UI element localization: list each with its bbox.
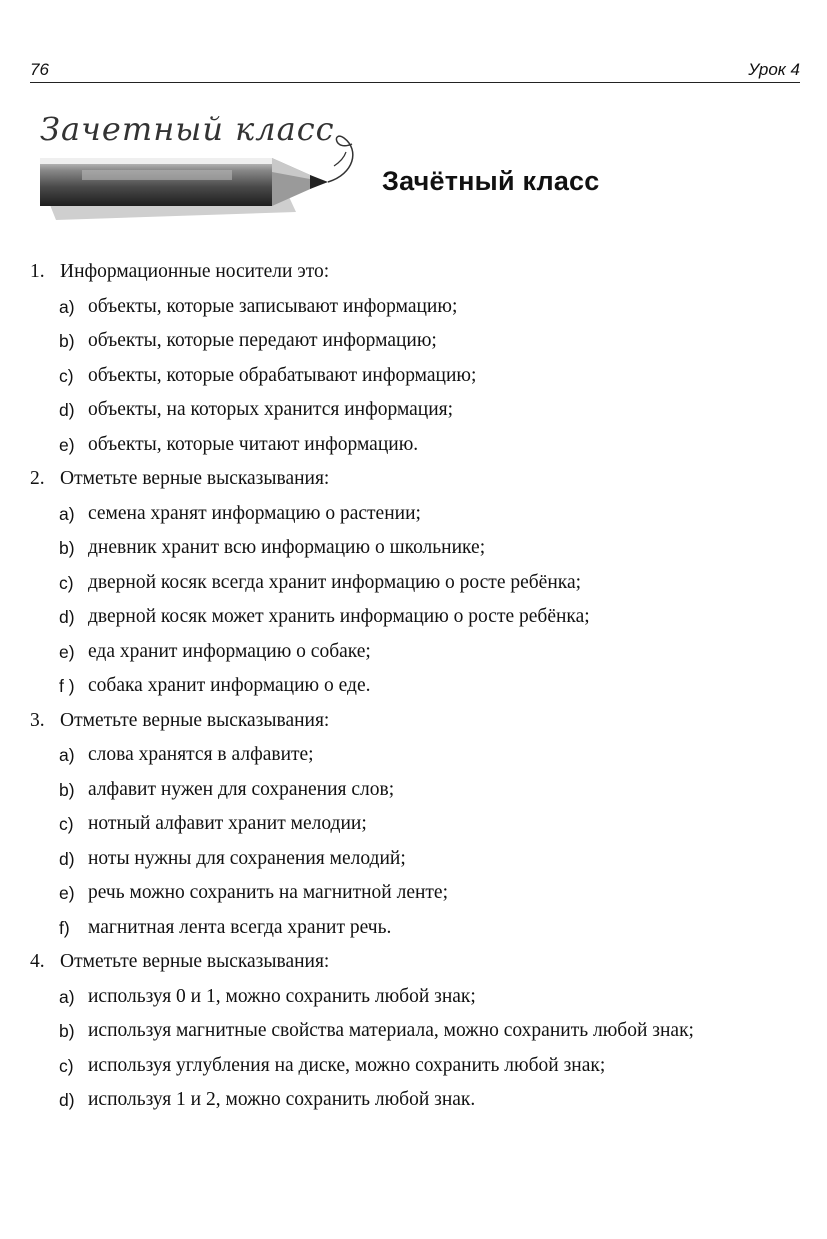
lesson-label: Урок 4: [748, 60, 800, 79]
section-title: Зачётный класс: [382, 166, 600, 196]
answer-option: [30, 635, 800, 670]
answer-option: [30, 324, 800, 359]
option-text: используя углубления на диске, можно сохранить любой знак;: [88, 1054, 606, 1076]
answer-option: [30, 842, 800, 877]
option-text: используя 0 и 1, можно сохранить любой знак;: [88, 985, 476, 1007]
option-text: объекты, которые записывают информацию;: [88, 295, 458, 317]
question-number: 1.: [30, 261, 45, 282]
option-text: нотный алфавит хранит мелодии;: [88, 813, 367, 834]
option-letter: d): [59, 848, 75, 869]
answer-option: [30, 669, 800, 704]
option-text: объекты, которые обрабатывают информацию;: [88, 364, 477, 386]
section-banner: [34, 108, 364, 226]
answer-option: [30, 359, 800, 394]
option-letter: c): [59, 572, 74, 593]
question: [30, 255, 800, 462]
answer-option: [30, 911, 800, 946]
option-text: семена хранят информацию о растении;: [88, 502, 421, 524]
option-letter: a): [59, 745, 75, 765]
answer-option: [30, 566, 800, 601]
answer-option: [30, 1014, 800, 1049]
answer-option: [30, 738, 800, 773]
answer-option: [30, 980, 800, 1015]
option-letter: f): [59, 917, 70, 938]
answer-option: [30, 876, 800, 911]
option-letter: c): [59, 1055, 74, 1076]
option-text: используя магнитные свойства материала, можно сохранить любой знак;: [88, 1020, 694, 1041]
option-text: речь можно сохранить на магнитной ленте;: [88, 882, 448, 903]
answer-option: [30, 531, 800, 566]
answer-option: [30, 393, 800, 428]
option-letter: e): [59, 434, 75, 455]
option-letter: d): [59, 607, 75, 627]
page-number: 76: [30, 60, 49, 79]
option-text: еда хранит информацию о собаке;: [88, 640, 371, 662]
option-letter: b): [59, 538, 75, 558]
option-text: слова хранятся в алфавите;: [88, 744, 314, 765]
question-text: Отметьте верные высказывания:: [60, 709, 330, 731]
question-number: 4.: [30, 951, 45, 972]
option-letter: b): [59, 779, 75, 800]
option-text: объекты, которые передают информацию;: [88, 330, 437, 351]
option-letter: d): [59, 400, 75, 420]
question: [30, 462, 800, 704]
page-header: [30, 56, 800, 83]
option-letter: e): [59, 641, 75, 662]
option-text: объекты, которые читают информацию.: [88, 433, 419, 455]
option-text: дверной косяк может хранить информацию о росте ребёнка;: [88, 606, 590, 627]
question-number: 2.: [30, 468, 45, 489]
option-text: ноты нужны для сохранения мелодий;: [88, 847, 406, 869]
question-text: Отметьте верные высказывания:: [60, 468, 330, 489]
option-text: дневник хранит всю информацию о школьнике;: [88, 537, 486, 558]
option-text: объекты, на которых хранится информация;: [88, 399, 454, 420]
question: [30, 704, 800, 946]
option-letter: b): [59, 1021, 75, 1041]
question-text: Информационные носители это:: [60, 261, 330, 282]
option-letter: e): [59, 883, 75, 903]
option-letter: b): [59, 331, 75, 351]
option-letter: a): [59, 296, 75, 317]
answer-option: [30, 1083, 800, 1118]
question: [30, 945, 800, 1118]
answer-option: [30, 428, 800, 463]
option-letter: c): [59, 814, 74, 834]
quiz-content: [30, 255, 800, 1118]
option-text: используя 1 и 2, можно сохранить любой знак.: [88, 1089, 476, 1110]
answer-option: [30, 600, 800, 635]
banner-script-title: Зачетный класс: [40, 110, 335, 148]
question-text: Отметьте верные высказывания:: [60, 951, 330, 972]
option-letter: f ): [59, 676, 75, 696]
option-letter: a): [59, 986, 75, 1007]
answer-option: [30, 773, 800, 808]
answer-option: [30, 497, 800, 532]
answer-option: [30, 290, 800, 325]
question-number: 3.: [30, 709, 45, 731]
option-text: алфавит нужен для сохранения слов;: [88, 778, 395, 800]
answer-option: [30, 807, 800, 842]
option-letter: c): [59, 365, 74, 386]
option-text: собака хранит информацию о еде.: [88, 675, 371, 696]
option-letter: d): [59, 1090, 75, 1110]
option-letter: a): [59, 503, 75, 524]
option-text: дверной косяк всегда хранит информацию о росте ребёнка;: [88, 571, 582, 593]
answer-option: [30, 1049, 800, 1084]
option-text: магнитная лента всегда хранит речь.: [88, 916, 392, 938]
